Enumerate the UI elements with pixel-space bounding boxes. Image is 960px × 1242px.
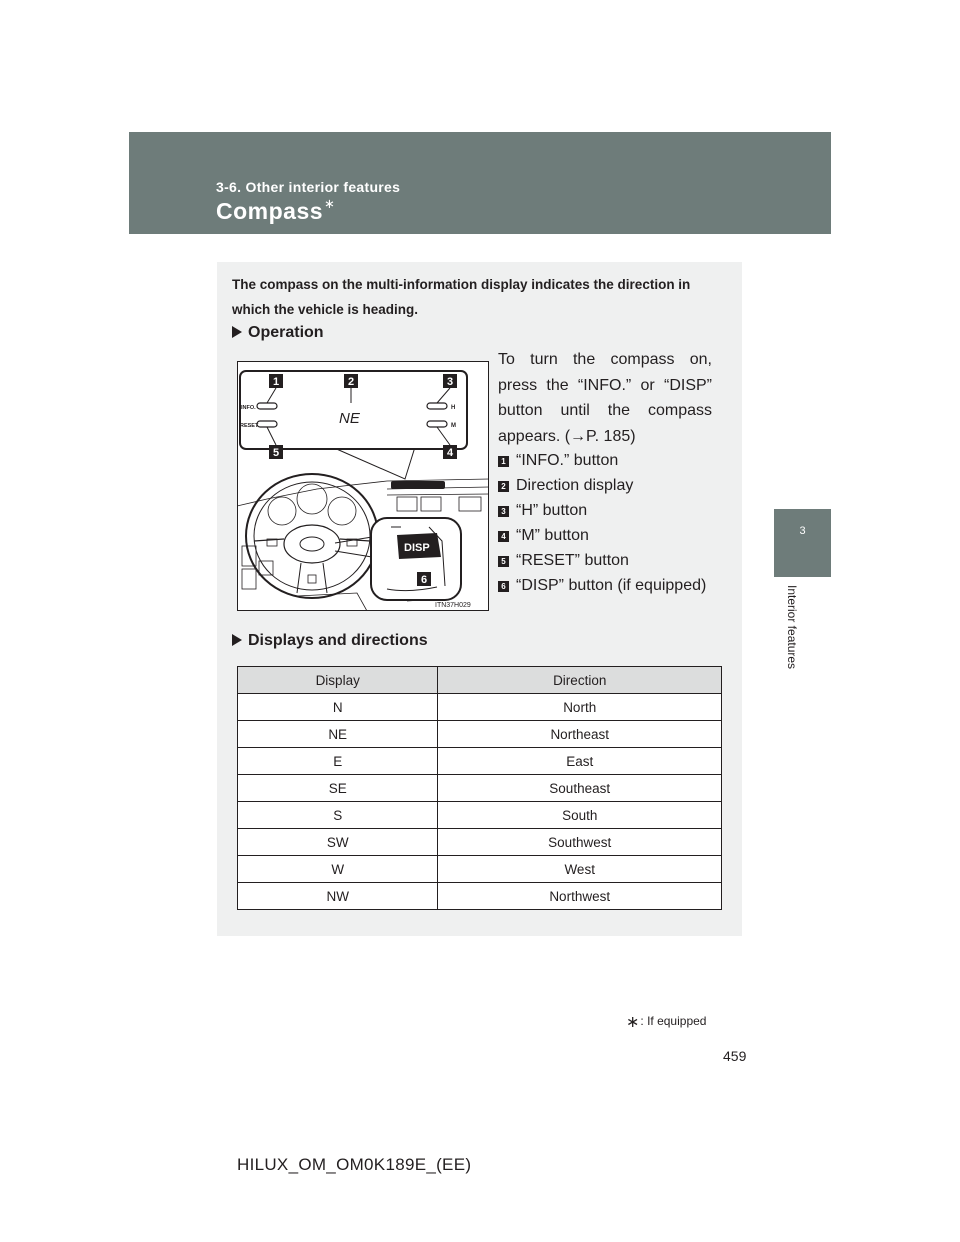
compass-figure xyxy=(237,361,489,611)
legend-number: 5 xyxy=(498,556,509,567)
h-label: H xyxy=(451,405,456,411)
chapter-tab-number: 3 xyxy=(799,525,806,537)
table-row xyxy=(238,721,722,748)
callout-6: 6 xyxy=(421,574,428,586)
legend-item-direction xyxy=(498,473,728,498)
figure-code: ITN37H029 xyxy=(435,602,471,609)
intro-text: The compass on the multi-information display indicates the direction in which the vehicle is heading. xyxy=(232,277,691,317)
disp-label: DISP xyxy=(404,542,430,554)
callout-3: 3 xyxy=(447,376,454,388)
direction-display-value: NE xyxy=(339,410,360,427)
operation-text: To turn the compass on, press the “INFO.” or “DISP” button until the compass appears. (→P. 185) xyxy=(498,351,712,445)
chapter-header xyxy=(129,132,831,234)
legend-item-disp xyxy=(498,573,728,598)
display-cell: S xyxy=(238,802,438,829)
displays-heading xyxy=(232,632,428,650)
reset-label: RESET xyxy=(240,423,259,429)
table-row xyxy=(238,775,722,802)
callout-4: 4 xyxy=(447,447,454,459)
page-title xyxy=(216,198,335,225)
operation-heading xyxy=(232,324,324,342)
display-cell: NE xyxy=(238,721,438,748)
displays-heading-text: Displays and directions xyxy=(248,632,428,649)
content-panel xyxy=(217,262,742,936)
title-footnote-mark: ∗ xyxy=(324,196,336,212)
legend-item-info xyxy=(498,448,728,473)
legend-item-h xyxy=(498,498,728,523)
legend-number: 6 xyxy=(498,581,509,592)
legend-label: “M” button xyxy=(516,527,589,544)
direction-cell: South xyxy=(438,802,722,829)
display-cell: NW xyxy=(238,883,438,910)
legend-number: 3 xyxy=(498,506,509,517)
legend-item-m xyxy=(498,523,728,548)
bullet-triangle-icon xyxy=(232,634,242,646)
direction-cell: East xyxy=(438,748,722,775)
document-code: HILUX_OM_OM0K189E_(EE) xyxy=(237,1155,472,1174)
column-header-display: Display xyxy=(238,667,438,694)
m-label: M xyxy=(451,423,456,429)
page-number: 459 xyxy=(723,1048,747,1064)
display-cell: N xyxy=(238,694,438,721)
direction-cell: Southwest xyxy=(438,829,722,856)
dashboard-illustration xyxy=(237,361,489,611)
display-cell: W xyxy=(238,856,438,883)
table-row xyxy=(238,856,722,883)
operation-heading-text: Operation xyxy=(248,324,324,341)
legend-number: 4 xyxy=(498,531,509,542)
direction-cell: North xyxy=(438,694,722,721)
chapter-tab-label: Interior features xyxy=(785,585,799,670)
table-row xyxy=(238,694,722,721)
display-cell: SW xyxy=(238,829,438,856)
direction-cell: Northwest xyxy=(438,883,722,910)
legend-label: “DISP” button (if equipped) xyxy=(516,577,707,594)
display-cell: E xyxy=(238,748,438,775)
table-row xyxy=(238,883,722,910)
direction-cell: Southeast xyxy=(438,775,722,802)
display-cell: SE xyxy=(238,775,438,802)
table-row xyxy=(238,748,722,775)
legend-number: 2 xyxy=(498,481,509,492)
callout-2: 2 xyxy=(348,376,355,388)
table-row xyxy=(238,829,722,856)
callout-legend xyxy=(498,448,728,598)
info-label: INFO. xyxy=(241,405,256,411)
callout-5: 5 xyxy=(273,447,280,459)
direction-cell: Northeast xyxy=(438,721,722,748)
legend-label: Direction display xyxy=(516,477,634,494)
bullet-triangle-icon xyxy=(232,326,242,338)
legend-label: “H” button xyxy=(516,502,588,519)
legend-label: “INFO.” button xyxy=(516,452,619,469)
chapter-tab xyxy=(774,509,831,577)
legend-item-reset xyxy=(498,548,728,573)
table-row xyxy=(238,802,722,829)
column-header-direction: Direction xyxy=(438,667,722,694)
direction-cell: West xyxy=(438,856,722,883)
legend-label: “RESET” button xyxy=(516,552,629,569)
legend-number: 1 xyxy=(498,456,509,467)
footnote xyxy=(626,1012,706,1032)
page-title-text: Compass xyxy=(216,198,324,224)
footnote-text: : If equipped xyxy=(640,1014,707,1028)
asterisk-mark: ∗ xyxy=(626,1014,640,1031)
table-header-row xyxy=(238,667,722,694)
section-label: 3-6. Other interior features xyxy=(216,179,401,195)
directions-table xyxy=(237,666,722,910)
callout-1: 1 xyxy=(273,376,280,388)
